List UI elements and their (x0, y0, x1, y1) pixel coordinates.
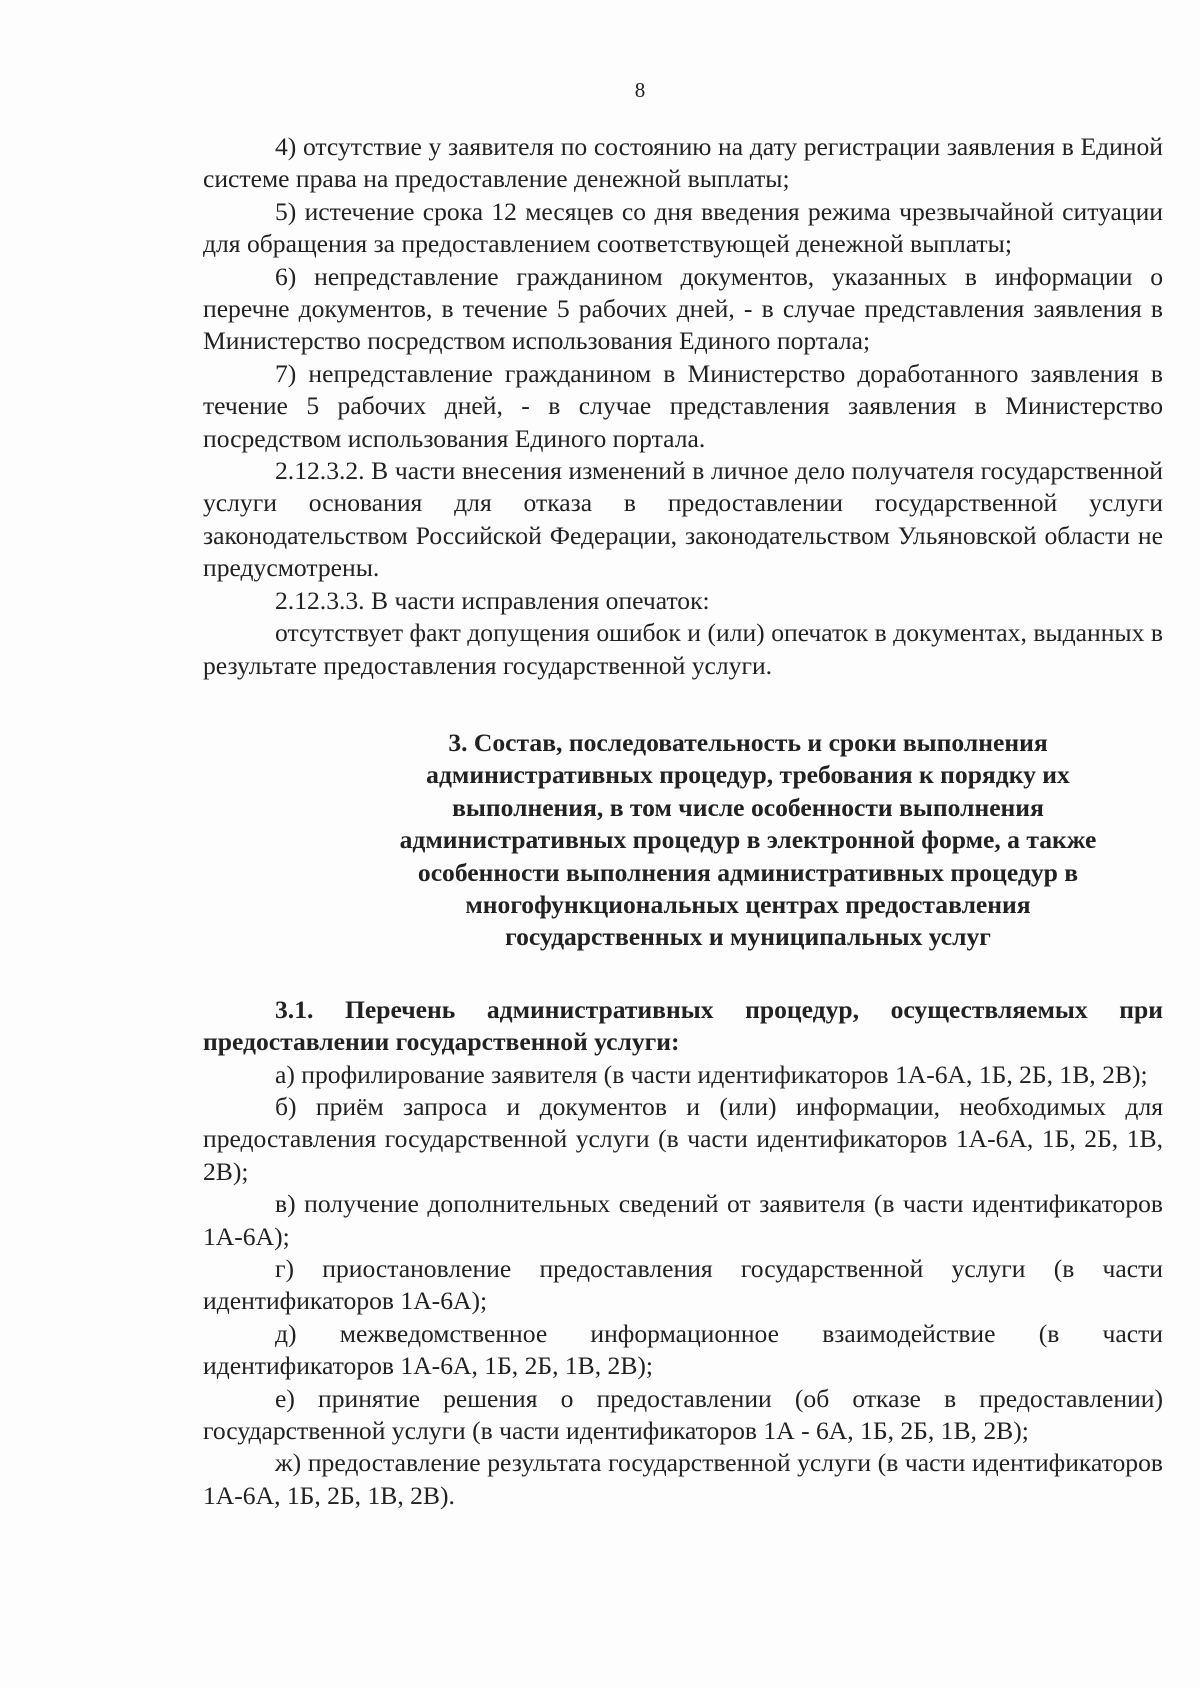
section-heading-line: многофункциональных центрах предоставления (465, 889, 1031, 919)
paragraph-2-12-3-3: 2.12.3.3. В части исправления опечаток: (275, 585, 710, 615)
document-body (203, 131, 1163, 1512)
page-number: 8 (634, 78, 646, 102)
list-item-zh: ж) предоставление результата государственной услуги (в части идентификаторов 1А-6А, 1Б, 2Б, 1В, 2В). (203, 1448, 1163, 1510)
section-heading-line: административных процедур, требования к порядку их (426, 760, 1070, 790)
subsection-heading: 3.1. Перечень административных процедур, осуществляемых при предоставлении государственной услуги: (203, 994, 1163, 1057)
section-heading-line: 3. Состав, последовательность и сроки выполнения (448, 727, 1048, 757)
list-item-g: г) приостановление предоставления государственной услуги (в части идентификаторов 1А-6А); (203, 1254, 1163, 1316)
section-heading-line: государственных и муниципальных услуг (505, 922, 991, 952)
paragraph-item-4: 4) отсутствие у заявителя по состоянию на дату регистрации заявления в Единой системе права на предоставление денежной выплаты; (203, 132, 1163, 194)
list-item-v: в) получение дополнительных сведений от заявителя (в части идентификаторов 1А-6А); (203, 1189, 1163, 1251)
section-heading-line: административных процедур в электронной форме, а также (399, 825, 1097, 855)
paragraph-item-7: 7) непредставление гражданином в Министерство доработанного заявления в течение 5 рабочих дней, - в случае представления заявления в Министерство посредством использования Единого портала. (203, 358, 1163, 453)
list-item-e: е) принятие решения о предоставлении (об отказе в предоставлении) государственной услуги (в части идентификаторов 1А - 6А, 1Б, 2Б, 1В, 2В); (203, 1383, 1163, 1446)
section-heading-line: особенности выполнения административных процедур в (417, 857, 1079, 887)
list-item-d: д) межведомственное информационное взаимодействие (в части идентификаторов 1А-6А, 1Б, 2Б, 1В, 2В); (203, 1318, 1163, 1381)
list-item-b: б) приём запроса и документов и (или) информации, необходимых для предоставления государственной услуги (в части идентификаторов 1А-6А, 1Б, 2Б, 1В, 2В); (203, 1091, 1163, 1186)
paragraph-item-5: 5) истечение срока 12 месяцев со дня введения режима чрезвычайной ситуации для обращения за предоставлением соответствующей денежной выплаты; (203, 196, 1163, 259)
list-item-a: а) профилирование заявителя (в части идентификаторов 1А-6А, 1Б, 2Б, 1В, 2В); (275, 1059, 1148, 1089)
paragraph-typos: отсутствует факт допущения ошибок и (или) опечаток в документах, выданных в результате предоставления государственной услуги. (203, 618, 1163, 680)
section-heading-line: выполнения, в том числе особенности выполнения (452, 792, 1044, 822)
paragraph-2-12-3-2: 2.12.3.2. В части внесения изменений в личное дело получателя государственной услуги основания для отказа в предоставлении государственной услуги законодательством Российской Федерации, законодательством Ульяновской области не предусмотрены. (203, 456, 1163, 583)
section-heading (203, 727, 1163, 954)
paragraph-item-6: 6) непредставление гражданином документов, указанных в информации о перечне документов, в течение 5 рабочих дней, - в случае представления заявления в Министерство посредством использования Единого портала; (203, 261, 1163, 356)
